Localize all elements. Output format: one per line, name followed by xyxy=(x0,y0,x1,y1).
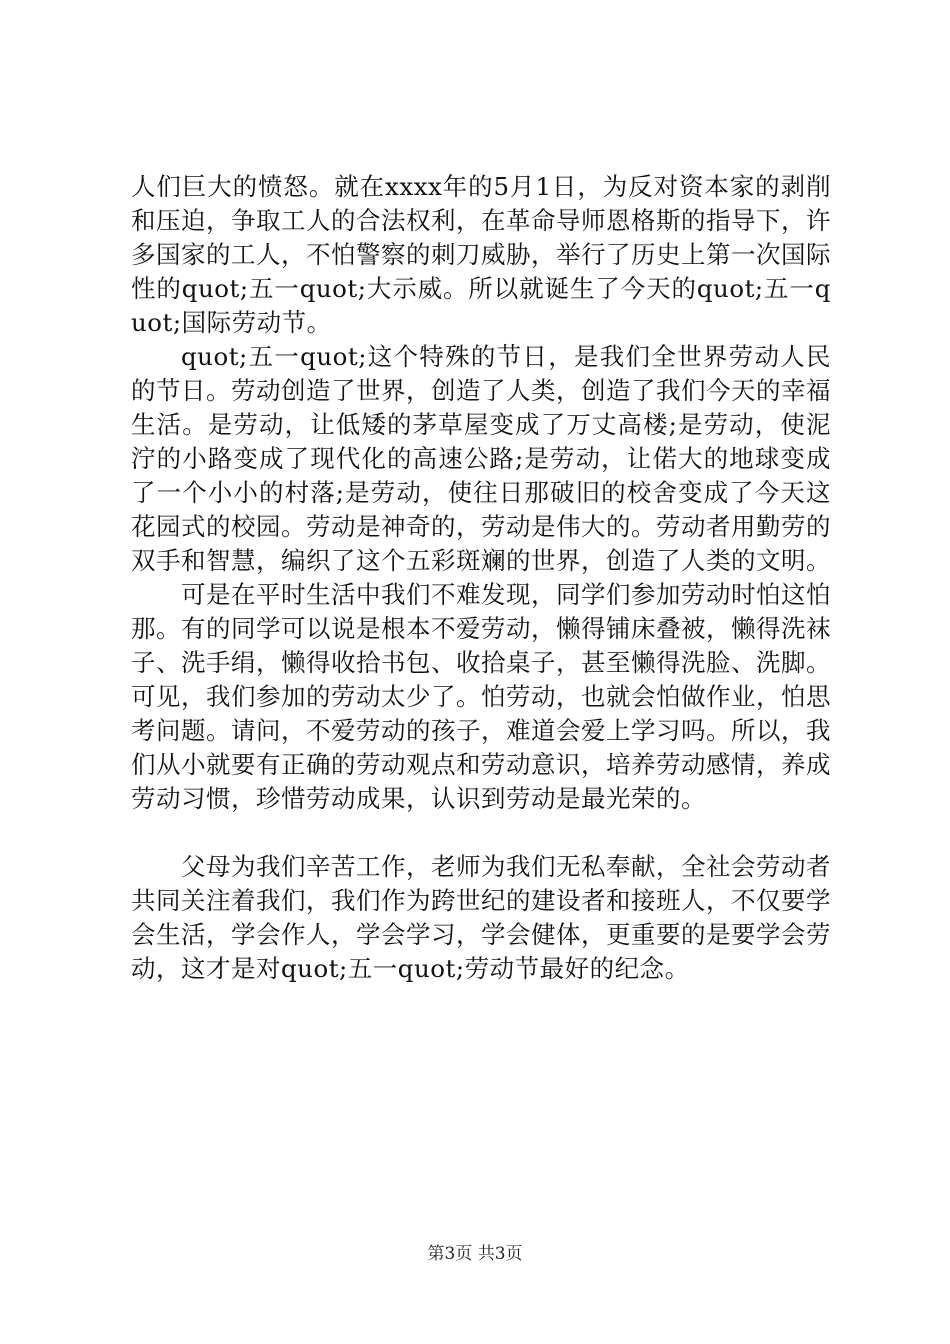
paragraph-labor-day-meaning: quot;五一quot;这个特殊的节日，是我们全世界劳动人民的节日。劳动创造了世界，创造了人类，创造了我们今天的幸福生活。是劳动，让低矮的茅草屋变成了万丈高楼;是劳动，使泥泞的小路变成了现代化的高速公路;是劳动，让偌大的地球变成了一个小小的村落;是劳动，使往日那破旧的校舍变成了今天这花园式的校园。劳动是神奇的，劳动是伟大的。劳动者用勤劳的双手和智慧，编织了这个五彩斑斓的世界，创造了人类的文明。 xyxy=(131,342,831,575)
page-number-footer: 第3页 共3页 xyxy=(427,1244,523,1264)
document-body xyxy=(131,170,831,986)
paragraph-continuation: 人们巨大的愤怒。就在xxxx年的5月1日，为反对资本家的剥削和压迫，争取工人的合法权利，在革命导师恩格斯的指导下，许多国家的工人，不怕警察的刺刀威胁，举行了历史上第一次国际性的quot;五一quot;大示威。所以就诞生了今天的quot;五一quot;国际劳动节。 xyxy=(131,172,831,337)
paragraph-conclusion: 父母为我们辛苦工作，老师为我们无私奉献，全社会劳动者共同关注着我们，我们作为跨世纪的建设者和接班人，不仅要学会生活，学会作人，学会学习，学会健体，更重要的是要学会劳动，这才是对quot;五一quot;劳动节最好的纪念。 xyxy=(131,852,831,983)
paragraph-students-labor: 可是在平时生活中我们不难发现，同学们参加劳动时怕这怕那。有的同学可以说是根本不爱劳动，懒得铺床叠被，懒得洗袜子、洗手绢，懒得收拾书包、收拾桌子，甚至懒得洗脸、洗脚。可见，我们参加的劳动太少了。怕劳动，也就会怕做作业，怕思考问题。请问，不爱劳动的孩子，难道会爱上学习吗。所以，我们从小就要有正确的劳动观点和劳动意识，培养劳动感情，养成劳动习惯，珍惜劳动成果，认识到劳动是最光荣的。 xyxy=(131,580,831,813)
